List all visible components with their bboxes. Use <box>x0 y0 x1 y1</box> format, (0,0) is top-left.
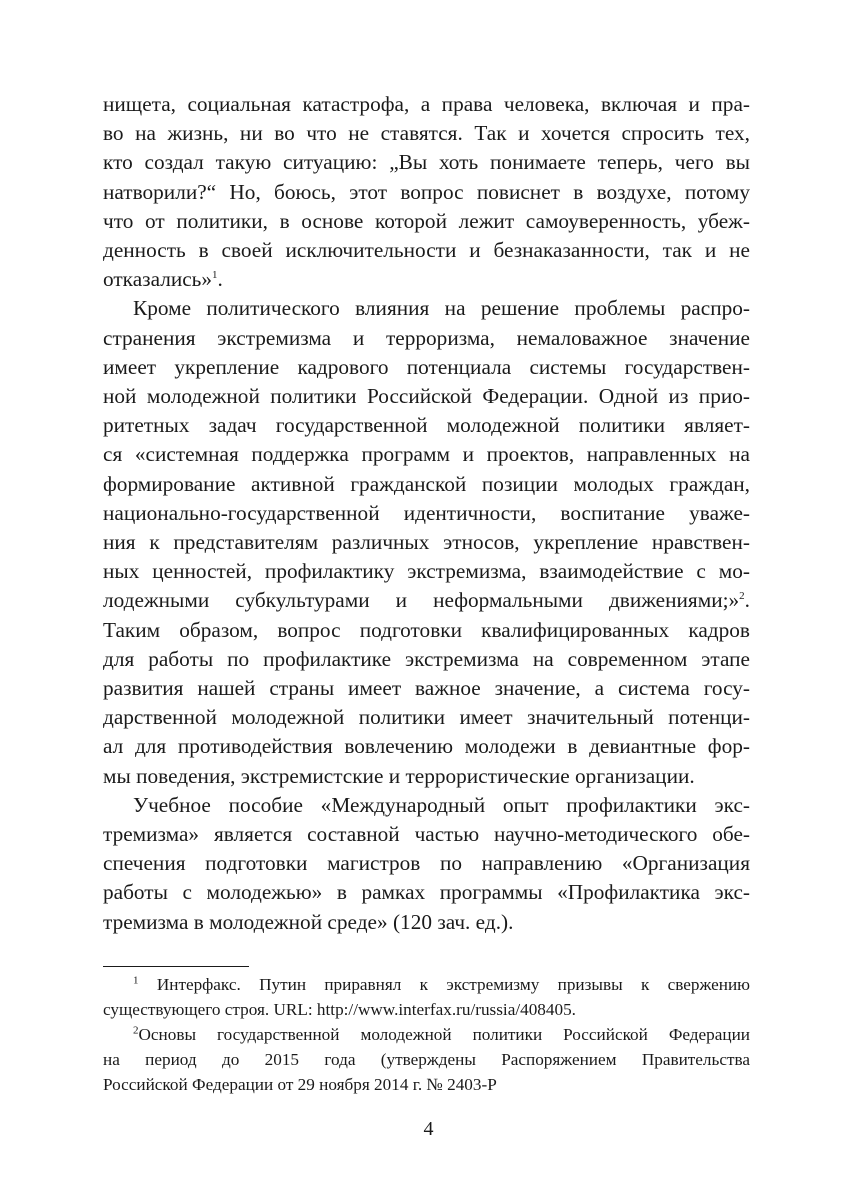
footnote-line: Российской Федерации от 29 ноября 2014 г. № 2403-Р <box>103 1075 497 1094</box>
text-line: ся «системная поддержка программ и проектов, направленных на <box>103 442 750 467</box>
footnote-ref-2[interactable]: 2 <box>739 590 745 603</box>
footnotes <box>103 972 750 1097</box>
text-line: ритетных задач государственной молодежной политики являет- <box>103 413 750 438</box>
text-line <box>103 265 750 294</box>
text-fragment: лодежными субкультурами и неформальными движениями;» <box>103 588 740 613</box>
text-line: во на жизнь, ни во что не ставятся. Так и хочется спросить тех, <box>103 121 750 146</box>
page-body <box>103 90 750 937</box>
text-line: национально-государственной идентичности, воспитание уваже- <box>103 500 750 525</box>
footnote-1 <box>103 972 750 1022</box>
text-line: формирование активной гражданской позиции молодых граждан, <box>103 471 750 496</box>
text-line: спечения подготовки магистров по направлению «Организация <box>103 851 750 876</box>
footnote-line <box>103 972 750 997</box>
text-line <box>103 586 750 615</box>
paragraph-quote-end <box>103 90 750 294</box>
footnote-line <box>103 1022 750 1047</box>
text-line: ния к представителям различных этносов, укрепление нравствен- <box>103 530 750 555</box>
text-line: ал для противодействия вовлечению молодежи в девиантные фор- <box>103 734 750 759</box>
text-line: для работы по профилактике экстремизма на современном этапе <box>103 646 750 671</box>
text-line: мы поведения, экстремистские и террористические организации. <box>103 763 695 788</box>
punctuation: . <box>217 267 223 292</box>
text-line: Кроме политического влияния на решение проблемы распро- <box>133 296 750 321</box>
punctuation: . <box>744 588 750 613</box>
text-line: натворили?“ Но, боюсь, этот вопрос повиснет в воздухе, потому <box>103 179 750 204</box>
text-line: тремизма» является составной частью научно-методического обе- <box>103 822 750 847</box>
text-line: странения экстремизма и терроризма, немаловажное значение <box>103 325 750 350</box>
paragraph-textbook <box>103 791 750 937</box>
text-line: что от политики, в основе которой лежит самоуверенность, убеж- <box>103 208 750 233</box>
footnote-mark: 1 <box>133 974 139 987</box>
paragraph-personnel <box>103 294 750 790</box>
footnote-line: на период до 2015 года (утверждены Распоряжением Правительства <box>103 1050 750 1069</box>
text-line: Учебное пособие «Международный опыт профилактики экс- <box>133 792 750 817</box>
text-fragment: отказались» <box>103 267 213 292</box>
text-line: тремизма в молодежной среде» (120 зач. ед.). <box>103 909 514 934</box>
footnote-mark: 2 <box>133 1024 139 1037</box>
text-line: ных ценностей, профилактику экстремизма, взаимодействие с мо- <box>103 559 750 584</box>
footnote-text: Основы государственной молодежной политики Российской Федерации <box>138 1025 750 1044</box>
text-line: денность в своей исключительности и безнаказанности, так и не <box>103 238 750 263</box>
footnote-separator <box>103 966 249 967</box>
text-line: ной молодежной политики Российской Федерации. Одной из прио- <box>103 384 750 409</box>
page-number: 4 <box>423 1118 434 1140</box>
text-line: развития нашей страны имеет важное значение, а система госу- <box>103 676 750 701</box>
footnote-line: существующего строя. URL: http://www.interfax.ru/russia/408405. <box>103 1000 576 1019</box>
text-line: имеет укрепление кадрового потенциала системы государствен- <box>103 354 750 379</box>
footnote-ref-1[interactable]: 1 <box>212 269 218 282</box>
footnote-text: Интерфакс. Путин приравнял к экстремизму призывы к свержению <box>156 975 750 994</box>
text-line: дарственной молодежной политики имеет значительный потенци- <box>103 705 750 730</box>
text-line: нищета, социальная катастрофа, а права человека, включая и пра- <box>103 92 750 116</box>
text-line: кто создал такую ситуацию: „Вы хоть понимаете теперь, чего вы <box>103 150 750 175</box>
text-line: Таким образом, вопрос подготовки квалифицированных кадров <box>103 617 750 642</box>
text-line: работы с молодежью» в рамках программы «Профилактика экс- <box>103 880 750 905</box>
footnote-2 <box>103 1022 750 1097</box>
